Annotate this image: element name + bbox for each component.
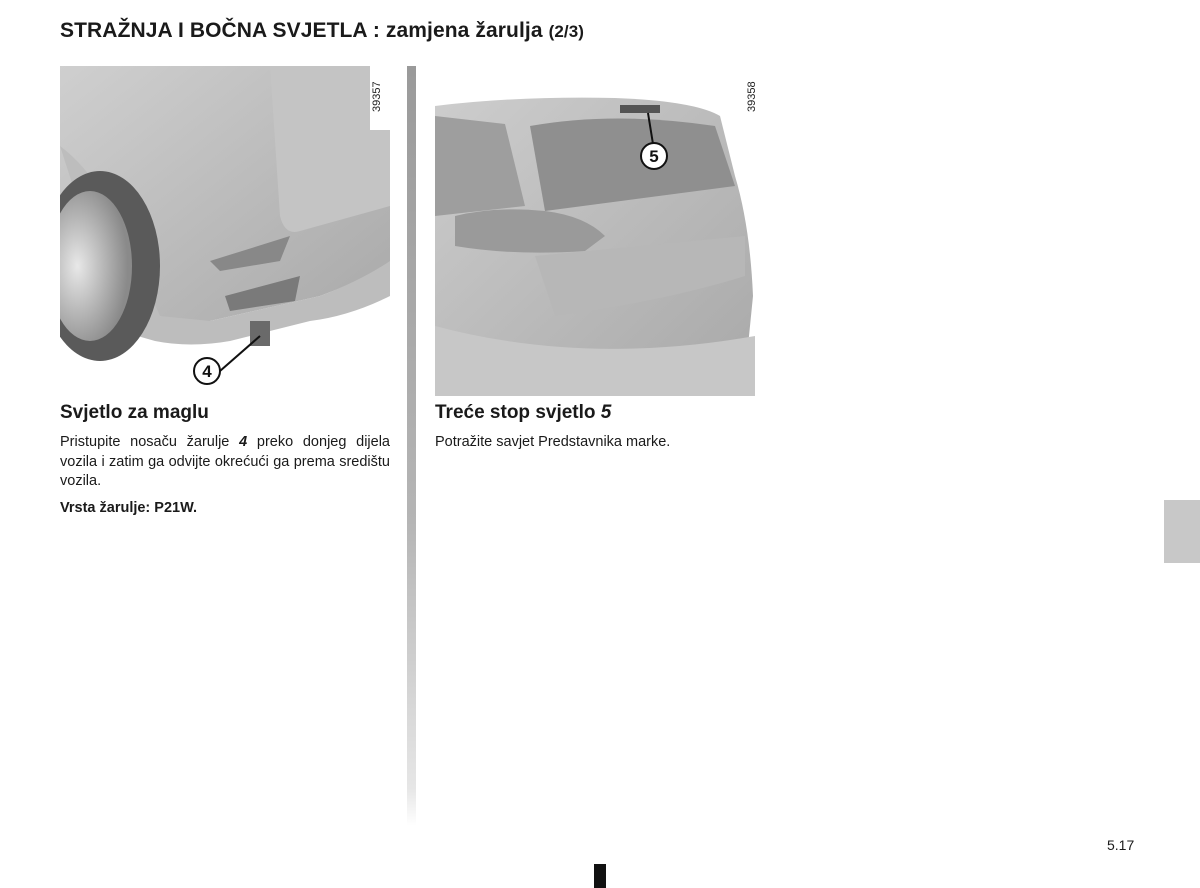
column-divider xyxy=(407,66,416,826)
car-rear-third-brake-light-icon xyxy=(435,66,765,396)
chapter-tab xyxy=(1164,500,1200,563)
page-edge-mark xyxy=(594,864,606,888)
callout-4: 4 xyxy=(202,362,212,381)
fog-light-heading: Svjetlo za maglu xyxy=(60,402,209,423)
brake-light-heading xyxy=(435,402,611,424)
car-rear-fog-light-icon xyxy=(60,66,390,396)
brake-light-heading-text: Treće stop svjetlo xyxy=(435,402,601,423)
fog-light-body-end: preko donjeg dijela vozila i zatim ga odvijte okrećući ga prema središtu vozila. xyxy=(60,434,390,489)
figure-ref-number: 39357 xyxy=(371,81,383,112)
page-title-text: STRAŽNJA I BOČNA SVJETLA : zamjena žarulja xyxy=(60,19,543,42)
page-title-part: (2/3) xyxy=(548,22,585,41)
page-title xyxy=(60,19,584,43)
brake-light-illustration xyxy=(435,66,765,396)
page-number: 5.17 xyxy=(1107,837,1135,853)
fog-light-body-ref: 4 xyxy=(239,434,248,450)
bulb-type-note: Vrsta žarulje: P21W. xyxy=(60,500,198,516)
fog-light-illustration xyxy=(60,66,390,396)
fog-light-body-start: Pristupite nosaču žarulje xyxy=(60,434,240,450)
brake-light-heading-ref: 5 xyxy=(600,402,612,423)
callout-5: 5 xyxy=(649,147,659,166)
figure-ref-number: 39358 xyxy=(746,81,758,112)
brake-light-instructions: Potražite savjet Predstavnika marke. xyxy=(435,434,671,450)
fog-light-instructions xyxy=(60,433,390,492)
